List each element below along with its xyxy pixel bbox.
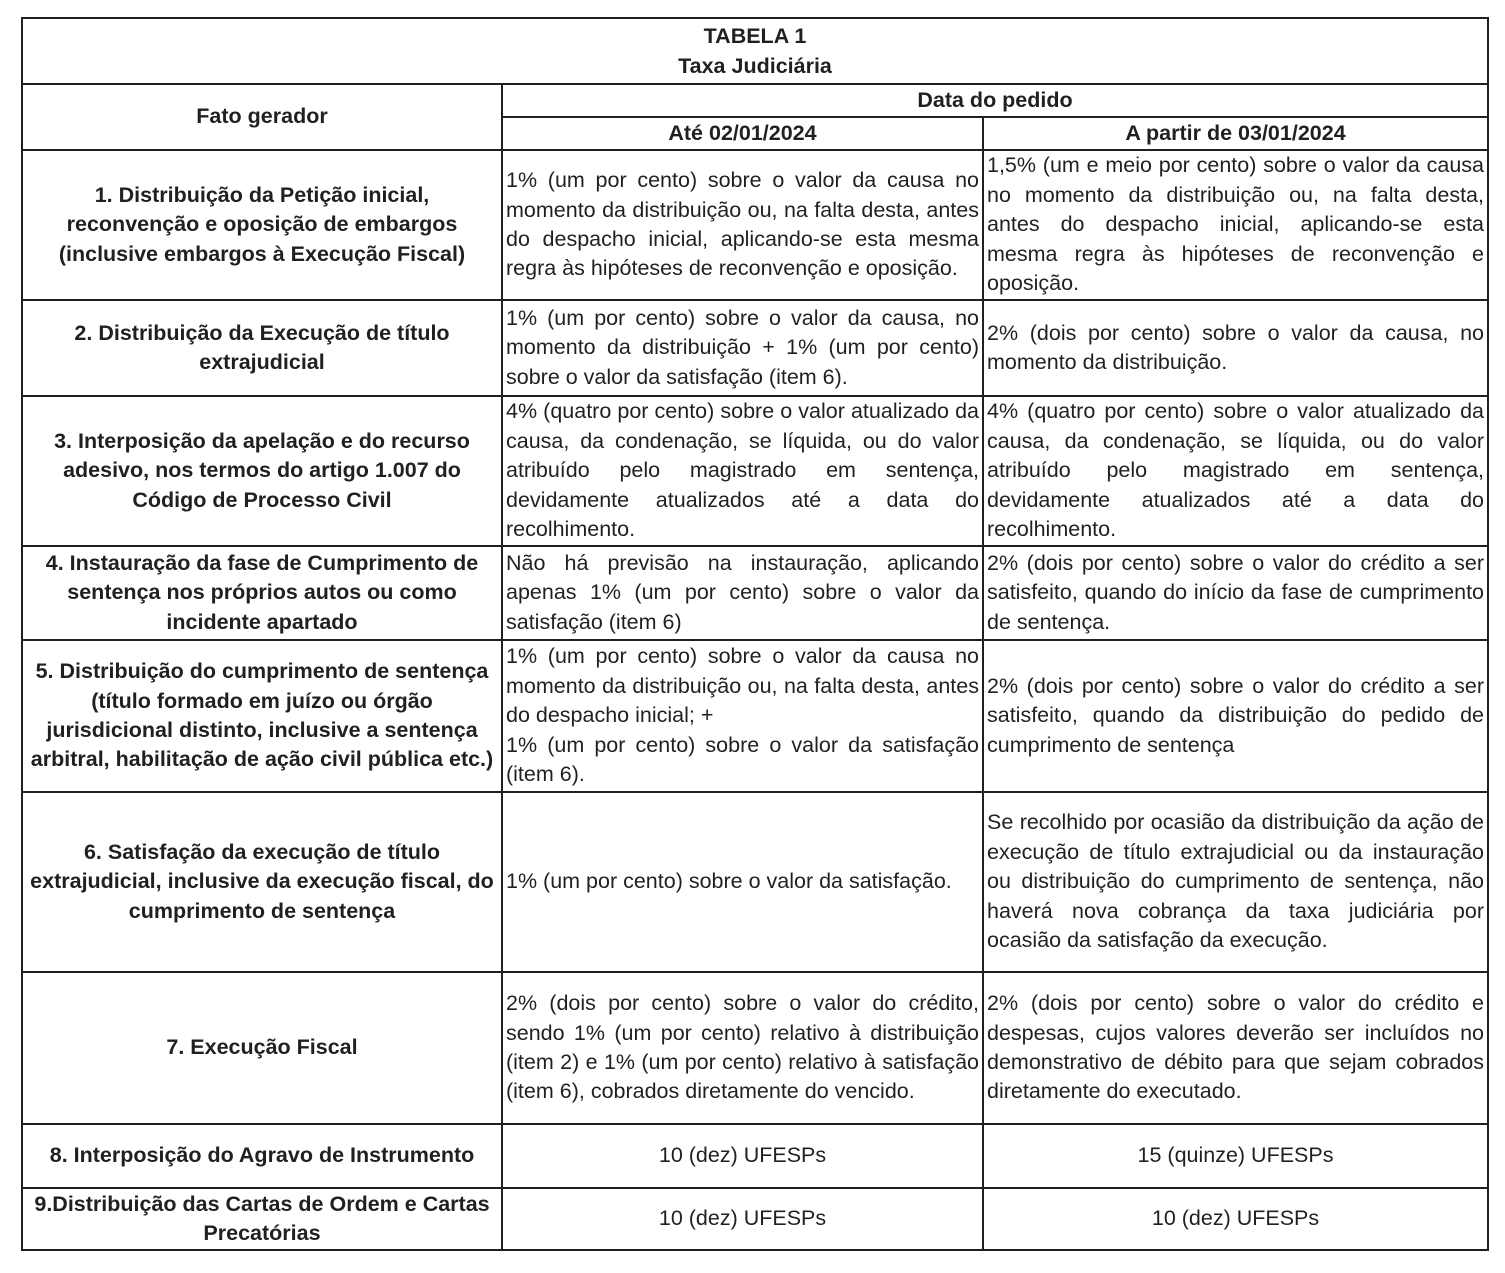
header-ate: Até 02/01/2024 bbox=[502, 117, 983, 150]
table-row bbox=[22, 546, 1488, 640]
taxa-judiciaria-table bbox=[21, 17, 1489, 1251]
table-title-row bbox=[22, 18, 1488, 84]
row-fato-gerador: 2. Distribuição da Execução de título extrajudicial bbox=[22, 300, 502, 396]
header-apartir: A partir de 03/01/2024 bbox=[983, 117, 1488, 150]
row-fato-gerador: 7. Execução Fiscal bbox=[22, 972, 502, 1124]
table-row bbox=[22, 300, 1488, 396]
row-fato-gerador: 3. Interposição da apelação e do recurso adesivo, nos termos do artigo 1.007 do Código de Processo Civil bbox=[22, 396, 502, 546]
table-row bbox=[22, 150, 1488, 300]
row-ate-part-1: 1% (um por cento) sobre o valor da causa no momento da distribuição ou, na falta desta, antes do despacho inicial; + bbox=[506, 644, 979, 728]
table-row bbox=[22, 1124, 1488, 1188]
header-data-do-pedido: Data do pedido bbox=[502, 84, 1488, 117]
table-title-cell bbox=[22, 18, 1488, 84]
row-apartir: 2% (dois por cento) sobre o valor da causa, no momento da distribuição. bbox=[983, 300, 1488, 396]
row-ate: 10 (dez) UFESPs bbox=[502, 1124, 983, 1188]
taxa-judiciaria-document bbox=[21, 17, 1487, 1251]
header-fato-gerador: Fato gerador bbox=[22, 84, 502, 150]
row-ate: 4% (quatro por cento) sobre o valor atualizado da causa, da condenação, se líquida, ou do valor atribuído pelo magistrado em sentença, devidamente atualizados até a data do recolhimento. bbox=[502, 396, 983, 546]
row-fato-gerador: 5. Distribuição do cumprimento de sentença (título formado em juízo ou órgão jurisdicional distinto, inclusive a sentença arbitral, habilitação de ação civil pública etc.) bbox=[22, 640, 502, 792]
table-title: TABELA 1 bbox=[703, 24, 807, 48]
table-row bbox=[22, 1188, 1488, 1250]
row-fato-gerador: 6. Satisfação da execução de título extrajudicial, inclusive da execução fiscal, do cumprimento de sentença bbox=[22, 792, 502, 972]
row-fato-gerador: 1. Distribuição da Petição inicial, reconvenção e oposição de embargos (inclusive embargos à Execução Fiscal) bbox=[22, 150, 502, 300]
row-apartir: 15 (quinze) UFESPs bbox=[983, 1124, 1488, 1188]
row-apartir: Se recolhido por ocasião da distribuição da ação de execução de título extrajudicial ou da instauração ou distribuição do cumprimento de sentença, não haverá nova cobrança da taxa judiciária por ocasião da satisfação da execução. bbox=[983, 792, 1488, 972]
row-apartir: 2% (dois por cento) sobre o valor do crédito e despesas, cujos valores deverão ser incluídos no demonstrativo de débito para que sejam cobrados diretamente do executado. bbox=[983, 972, 1488, 1124]
row-ate: 1% (um por cento) sobre o valor da causa no momento da distribuição ou, na falta desta, antes do despacho inicial, aplicando-se esta mesma regra às hipóteses de reconvenção e oposição. bbox=[502, 150, 983, 300]
row-ate: 2% (dois por cento) sobre o valor do crédito, sendo 1% (um por cento) relativo à distribuição (item 2) e 1% (um por cento) relativo à satisfação (item 6), cobrados diretamente do vencido. bbox=[502, 972, 983, 1124]
row-apartir: 4% (quatro por cento) sobre o valor atualizado da causa, da condenação, se líquida, ou do valor atribuído pelo magistrado em sentença, devidamente atualizados até a data do recolhimento. bbox=[983, 396, 1488, 546]
row-ate: 1% (um por cento) sobre o valor da causa, no momento da distribuição + 1% (um por cento) sobre o valor da satisfação (item 6). bbox=[502, 300, 983, 396]
table-subtitle: Taxa Judiciária bbox=[678, 54, 832, 78]
row-ate: 1% (um por cento) sobre o valor da satisfação. bbox=[502, 792, 983, 972]
row-apartir: 10 (dez) UFESPs bbox=[983, 1188, 1488, 1250]
table-row bbox=[22, 972, 1488, 1124]
row-fato-gerador: 8. Interposição do Agravo de Instrumento bbox=[22, 1124, 502, 1188]
table-row bbox=[22, 396, 1488, 546]
row-ate bbox=[502, 640, 983, 792]
row-ate: Não há previsão na instauração, aplicando apenas 1% (um por cento) sobre o valor da satisfação (item 6) bbox=[502, 546, 983, 640]
table-row bbox=[22, 792, 1488, 972]
table-row bbox=[22, 640, 1488, 792]
row-fato-gerador: 9.Distribuição das Cartas de Ordem e Cartas Precatórias bbox=[22, 1188, 502, 1250]
header-row-1 bbox=[22, 84, 1488, 117]
row-ate-part-2: 1% (um por cento) sobre o valor da satisfação (item 6). bbox=[506, 732, 979, 787]
row-apartir: 2% (dois por cento) sobre o valor do crédito a ser satisfeito, quando da distribuição do pedido de cumprimento de sentença bbox=[983, 640, 1488, 792]
row-fato-gerador: 4. Instauração da fase de Cumprimento de sentença nos próprios autos ou como incidente apartado bbox=[22, 546, 502, 640]
row-apartir: 1,5% (um e meio por cento) sobre o valor da causa no momento da distribuição ou, na falta desta, antes do despacho inicial, aplicando-se esta mesma regra às hipóteses de reconvenção e oposição. bbox=[983, 150, 1488, 300]
row-apartir: 2% (dois por cento) sobre o valor do crédito a ser satisfeito, quando do início da fase de cumprimento de sentença. bbox=[983, 546, 1488, 640]
row-ate: 10 (dez) UFESPs bbox=[502, 1188, 983, 1250]
